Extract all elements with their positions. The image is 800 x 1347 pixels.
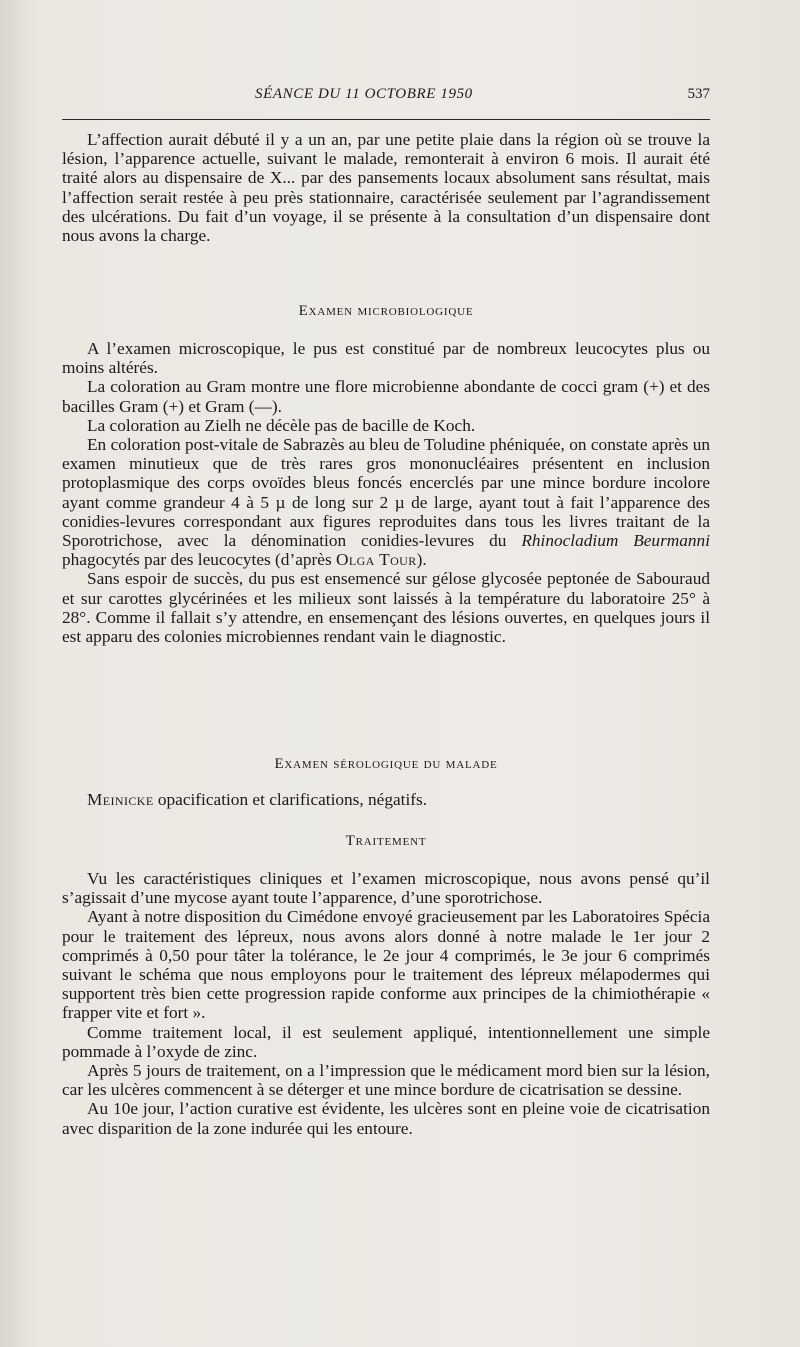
treatment-paragraph-1: Vu les caractéristiques cliniques et l’examen microscopique, nous avons pensé qu’il s’agissait d’une mycose ayant toute l’apparence, d’une sporotrichose. xyxy=(62,869,710,908)
header-rule xyxy=(62,119,710,120)
micro-paragraph-1: A l’examen microscopique, le pus est constitué par de nombreux leucocytes plus ou moins altérés. xyxy=(62,339,710,378)
heading-microbiology: Examen microbiologique xyxy=(298,303,474,319)
page-header xyxy=(255,86,710,112)
microbiology-section xyxy=(62,339,710,646)
micro-paragraph-4-text-b: phagocytés par des leucocytes (d’après xyxy=(62,550,336,570)
treatment-paragraph-3: Comme traitement local, il est seulement appliqué, intentionnellement une simple pommade à l’oxyde de zinc. xyxy=(62,1022,710,1061)
serology-paragraph xyxy=(62,790,710,809)
intro-section xyxy=(62,130,710,245)
running-title: SÉANCE DU 11 OCTOBRE 1950 xyxy=(255,86,473,102)
serology-test-name: Meinicke xyxy=(87,790,154,809)
serology-result: opacification et clarifications, négatifs. xyxy=(153,790,428,809)
micro-paragraph-4-text-c: ). xyxy=(416,550,427,570)
micro-paragraph-2: La coloration au Gram montre une flore microbienne abondante de cocci gram (+) et des bacilles Gram (+) et Gram (—). xyxy=(62,377,710,416)
treatment-paragraph-5: Au 10e jour, l’action curative est évidente, les ulcères sont en pleine voie de cicatrisation avec disparition de la zone indurée qui les entoure. xyxy=(62,1099,710,1138)
treatment-paragraph-2: Ayant à notre disposition du Cimédone envoyé gracieusement par les Laboratoires Spécia pour le traitement des lépreux, nous avons alors donné à notre malade le 1er jour 2 comprimés à 0,50 pour tâter la tolérance, le 2e jour 4 comprimés, le 3e jour 6 comprimés suivant le schéma que nous employons pour le traitement des lépreux mélapodermes qui supportent très bien cette progression rapide conforme aux principes de la chimiothérapie « frapper vite et fort ». xyxy=(62,907,710,1023)
serology-section xyxy=(62,790,710,809)
micro-paragraph-4 xyxy=(62,435,710,569)
intro-paragraph: L’affection aurait débuté il y a un an, par une petite plaie dans la région où se trouve la lésion, l’apparence actuelle, suivant le malade, remonterait à environ 6 mois. Il aurait été traité alors au dispensaire de X... par des pansements locaux absolument sans résultat, mais l’affection serait restée à peu près stationnaire, caractérisée seulement par l’agrandissement des ulcérations. Du fait d’un voyage, il se présente à la consultation d’un dispensaire dont nous avons la charge. xyxy=(62,130,710,246)
micro-paragraph-4-text-a: En coloration post-vitale de Sabrazès au bleu de Toludine phéniquée, on constate après un examen minutieux que de très rares gros mononucléaires présentent en inclusion protoplasmique des corps ovoïdes bleus foncés encerclés par une mince bordure incolore ayant comme grandeur 4 à 5 µ de long sur 2 µ de large, ayant tout à fait l’apparence des conidies-levures correspondant aux figures reproduites dans tous les livres traitant de la Sporotrichose, avec la dénomination conidies-levures du xyxy=(62,435,710,551)
treatment-section xyxy=(62,869,710,1138)
heading-serology: Examen sérologique du malade xyxy=(274,756,498,772)
micro-paragraph-5: Sans espoir de succès, du pus est ensemencé sur gélose glycosée peptonée de Sabouraud et sur carottes glycérinées et les milieux sont laissés à la température du laboratoire 25° à 28°. Comme il fallait s’y attendre, en ensemençant des lésions ouvertes, en quelques jours il est apparu des colonies microbiennes rendant vain le diagnostic. xyxy=(62,569,710,647)
heading-treatment: Traitement xyxy=(345,833,427,849)
treatment-paragraph-4: Après 5 jours de traitement, on a l’impression que le médicament mord bien sur la lésion, car les ulcères commencent à se déterger et une mince bordure de cicatrisation se dessine. xyxy=(62,1061,710,1100)
micro-paragraph-3: La coloration au Zielh ne décèle pas de bacille de Koch. xyxy=(87,415,476,435)
page-number: 537 xyxy=(687,86,710,102)
species-name: Rhinocladium Beurmanni xyxy=(521,531,711,551)
author-name: Olga Tour xyxy=(336,550,417,570)
